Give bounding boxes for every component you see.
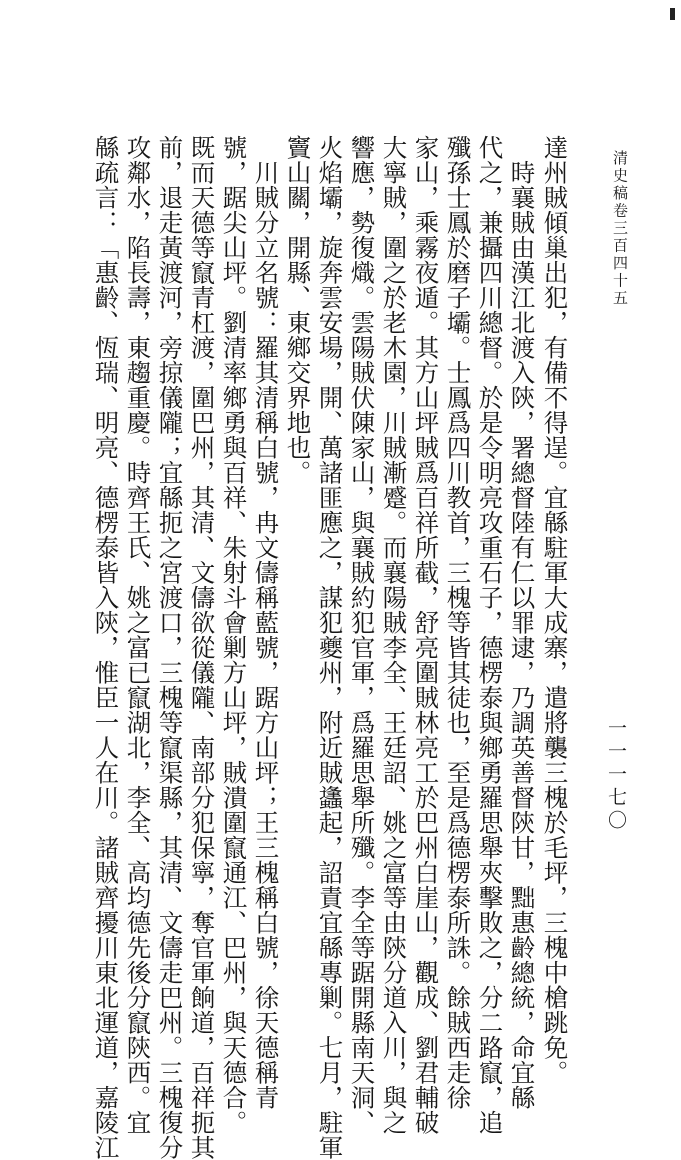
text-column: 既而天德等竄青杠渡，圍巴州，其清、文儔欲從儀隴、南部分犯保寧，奪官軍餉道，百祥扼其 [187, 135, 217, 1160]
text-column: 時襄賊由漢江北渡入陝，署總督陸有仁以罪逮，乃調英善督陝甘，黜惠齡總統，命宜緜 [507, 160, 537, 1110]
text-column: 大寧賊，圍之於老木園，川賊漸蹙。而襄陽賊李全、王廷詔、姚之富等由陝分道入川，與之 [379, 135, 409, 1135]
text-column: 緜疏言：「惠齡、恆瑞、明亮、德楞泰皆入陝，惟臣一人在川。諸賊齊擾川東北運道，嘉陵江 [91, 135, 121, 1160]
text-column: 竇山關，開縣、東鄉交界地也。 [283, 135, 313, 485]
text-column: 響應，勢復熾。雲陽賊伏陳家山，與襄賊約犯官軍，爲羅思舉所殲。李全等踞開縣南天洞、 [347, 135, 377, 1135]
running-header: 清史稿卷三百四十五 [611, 150, 629, 308]
text-column: 攻鄰水，陷長壽，東趨重慶。時齊王氏、姚之富已竄湖北，李全、高均德先後分竄陝西。宜 [123, 135, 153, 1135]
text-column: 家山，乘霧夜遁。其方山坪賊爲百祥所截，舒亮圍賊林亮工於巴州白崖山，觀成、劉君輔破 [411, 135, 441, 1135]
text-column: 前，退走黃渡河，旁掠儀隴；宜緜扼之宮渡口，三槐等竄渠縣，其清、文儔走巴州。三槐復分 [155, 135, 185, 1160]
text-column: 號，踞尖山坪。劉清率鄉勇與百祥、朱射斗會剿方山坪，賊潰圍竄通江、巴州，與天德合。 [219, 135, 249, 1135]
text-column: 火焰壩，旋奔雲安場，開、萬諸匪應之，謀犯夔州，附近賊蠭起，詔責宜緜專剿。七月，駐軍 [315, 135, 345, 1160]
text-column: 殲孫士鳳於磨子壩。士鳳爲四川教首，三槐等皆其徒也，至是爲德楞泰所誅。餘賊西走徐 [443, 135, 473, 1110]
text-column: 川賊分立名號：羅其清稱白號，冉文儔稱藍號，踞方山坪；王三槐稱白號，徐天德稱青 [251, 160, 281, 1110]
text-column: 代之，兼攝四川總督。於是令明亮攻重石子，德楞泰與鄉勇羅思舉夾擊敗之，分二路竄，追 [475, 135, 505, 1135]
page-number: 一一一七〇 [605, 718, 627, 833]
scan-edge-mark [670, 8, 675, 20]
text-column: 達州賊傾巢出犯，有備不得逞。宜緜駐軍大成寨，遣將襲三槐於毛坪，三槐中槍跳免。 [540, 135, 570, 1085]
